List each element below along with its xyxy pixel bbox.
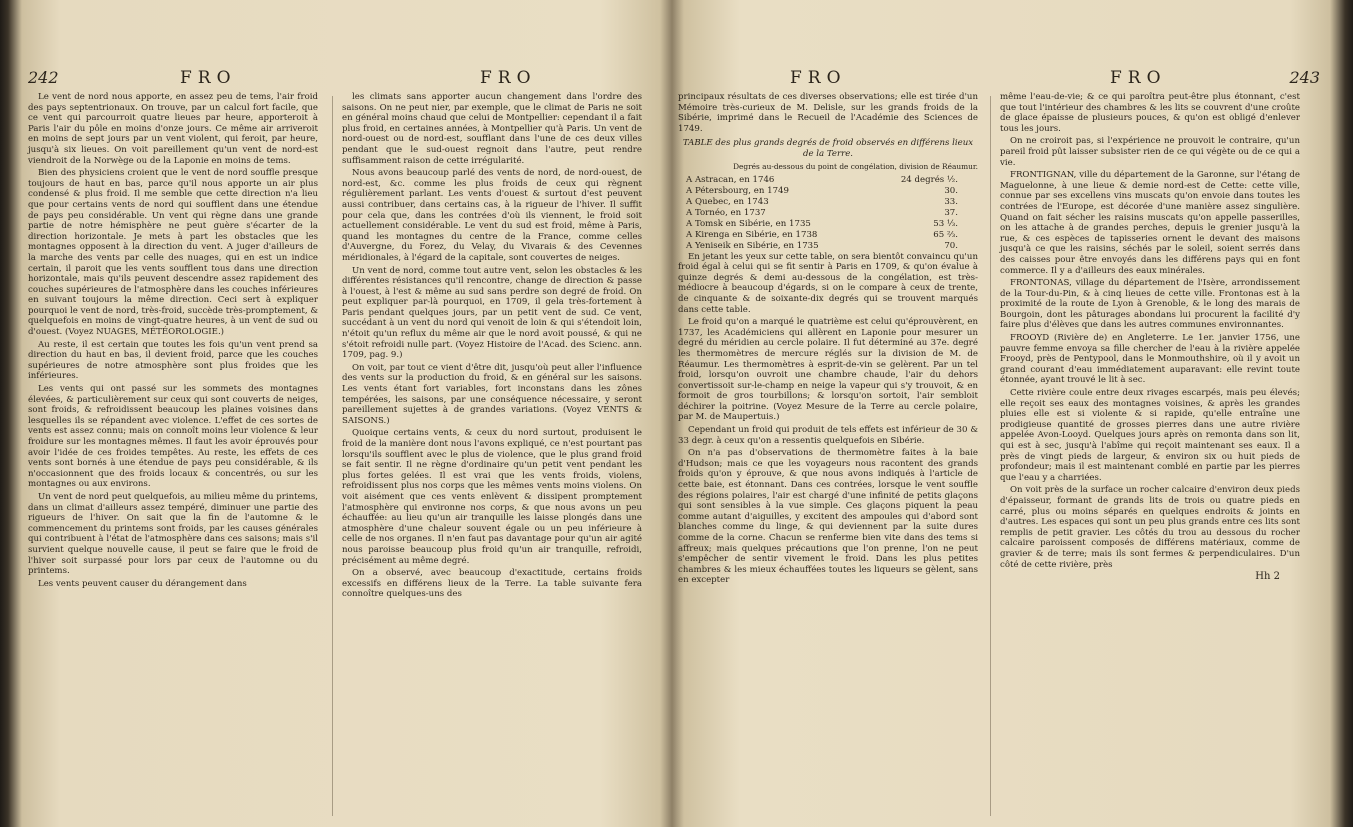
table-cell-place: A Quebec, en 1743 <box>686 196 769 207</box>
table-cell-value: 37. <box>944 207 958 218</box>
running-head-right-col2: FRO <box>1110 68 1167 88</box>
signature-mark: Hh 2 <box>1255 571 1280 583</box>
paragraph: Bien des physiciens croient que le vent de nord souffle presque toujours de haut en bas, parce qu'il nous apporte un air plus condensé & plus froid. Il me semble que cette direction n'a lieu que pour certains vents de nord qui soufflent dans une étendue de pays peu considérable. Un vent qui règne dans une grande partie de notre hémisphère ne peut guère s'écarter de la direction horizontale. Je mets à part les obstacles que les montagnes opposent à la direction du vent. A juger d'ailleurs de la marche des vents par celle des nuages, qui en est un indice certain, il paroit que les vents soufflent tous dans une direction horizontale, mais qu'ils peuvent descendre assez rapidement des couches supérieures de l'atmosphère dans les couches inférieures en suivant toujours la même direction. Ceci sert à expliquer pourquoi le vent de nord, très-froid, succède très-promptement, & quelquefois en moins de vingt-quatre heures, à un vent de sud ou d'ouest. (Voyez NUAGES, MÉTÉOROLOGIE.) <box>28 168 318 338</box>
paragraph: Les vents peuvent causer du dérangement dans <box>38 578 247 589</box>
table-cell-value: 24 degrés ½. <box>900 174 958 185</box>
frost-table <box>678 175 978 252</box>
running-head-left-col1: FRO <box>180 68 237 88</box>
table-title: TABLE des plus grands degrés de froid observés en différens lieux de la Terre. <box>682 138 974 159</box>
table-cell-place: A Tomsk en Sibérie, en 1735 <box>686 218 811 229</box>
column-divider <box>990 96 991 816</box>
paragraph: Le froid qu'on a marqué le quatrième est celui qu'éprouvèrent, en 1737, les Académiciens qui allèrent en Laponie pour mesurer un degré du méridien au cercle polaire. Il fut déterminé au 37e. degré les thermomètres de mercure réglés sur la division de M. de Réaumur. Les thermomètres à esprit-de-vin se gelèrent. Par un tel froid, lorsqu'on ouvroit une chambre chaude, l'air du dehors convertissoit sur-le-champ en neige la vapeur qui s'y trouvoit, & en formoit de gros tourbillons; & lorsqu'on sortoit, l'air sembloit déchirer la poitrine. (Voyez Mesure de la Terre au cercle polaire, par M. de Maupertuis.) <box>678 317 978 423</box>
table-cell-place: A Yeniseik en Sibérie, en 1735 <box>686 240 819 251</box>
running-head-right-col1: FRO <box>790 68 847 88</box>
paragraph: Quoique certains vents, & ceux du nord surtout, produisent le froid de la manière dont nous l'avons expliqué, ce n'est pourtant pas lorsqu'ils soufflent avec le plus de violence, que le plus grand froid se fait sentir. Il ne règne d'ordinaire qu'un petit vent pendant les plus fortes gelées. Il est vrai que les vents froids, violens, refroidissent plus nos corps que les mêmes vents moins violens. On voit aisément que ces vents enlèvent & dissipent promptement l'atmosphère qui environne nos corps, & que nous avons un peu échauffée: au lieu qu'un air tranquille les laisse plongés dans une atmosphère d'une chaleur souvent égale ou un peu inférieure à celle de nos organes. Il n'en faut pas davantage pour qu'un air agité nous paroisse beaucoup plus froid qu'un air tranquille, refroidi, précisément au même degré. <box>342 428 642 566</box>
paragraph: On voit près de la surface un rocher calcaire d'environ deux pieds d'épaisseur, formant de grands lits de trois ou quatre pieds en carré, plus ou moins séparés en quelques endroits & joints en d'autres. Les espaces qui sont un peu plus grands entre ces lits sont remplis de petit gravier. Les côtés du trou au dessous du rocher calcaire paroissent composés de différens matériaux, comme de gravier & de terre; mais ils sont fermes & perpendiculaires. D'un côté de cette rivière, près <box>1000 485 1300 570</box>
paragraph: On ne croiroit pas, si l'expérience ne prouvoit le contraire, qu'un pareil froid pût laisser subsister rien de ce qui végète ou de ce qui a vie. <box>1000 136 1300 168</box>
table-row <box>678 197 978 208</box>
paragraph: Au reste, il est certain que toutes les fois qu'un vent prend sa direction du haut en bas, il devient froid, parce que les couches supérieures de notre atmosphère sont plus froides que les inférieures. <box>28 339 318 382</box>
table-cell-value: 53 ⅓. <box>933 218 958 229</box>
paragraph: On a observé, avec beaucoup d'exactitude, certains froids excessifs en différens lieux de la Terre. La table suivante fera connoître quelques-uns des <box>342 568 642 600</box>
running-head-right <box>690 68 1330 90</box>
right-column-1 <box>678 92 978 822</box>
paragraph: En jetant les yeux sur cette table, on sera bientôt convaincu qu'un froid égal à celui qui se fit sentir à Paris en 1709, & qu'on évalue à quinze degrés & demi au-dessous de la congélation, est très-médiocre à beaucoup d'égards, si on le compare à ceux de trente, de cinquante & de soixante-dix degrés qui se trouvent marqués dans cette table. <box>678 251 978 315</box>
table-row <box>678 219 978 230</box>
page-number-left: 242 <box>28 68 59 87</box>
paragraph: Le vent de nord nous apporte, en assez peu de tems, l'air froid des pays septentrionaux. On trouve, par un calcul fort facile, que ce vent qui parcourroit quatre lieues par heure, apporteroit à Paris l'air du pôle en moins d'onze jours. Ce même air arriveroit en moins de sept jours par un vent violent, qui feroit, par heure, jusqu'à six lieues. On voit pareillement qu'un vent de nord-est viendroit de la Norwège ou de la Laponie en moins de tems. <box>28 92 318 166</box>
table-cell-place: A Tornéo, en 1737 <box>686 207 766 218</box>
table-cell-value: 70. <box>944 240 958 251</box>
paragraph: Un vent de nord, comme tout autre vent, selon les obstacles & les différentes résistances qu'il rencontre, change de direction & passe à l'ouest, à l'est & même au sud sans perdre son degré de froid. On peut expliquer par-là pourquoi, en 1709, il gela très-fortement à Paris pendant quelques jours, par un petit vent de sud. Ce vent, succédant à un vent du nord qui venoit de loin & qui s'étendoit loin, n'étoit qu'un reflux du même air que le nord avoit poussé, & qui ne s'étoit refroidi nulle part. (Voyez Histoire de l'Acad. des Scienc. ann. 1709, pag. 9.) <box>342 265 642 361</box>
paragraph: On n'a pas d'observations de thermomètre faites à la baie d'Hudson; mais ce que les voyageurs nous racontent des grands froids qu'on y éprouve, & que nous avons indiqués à l'article de cette baie, est étonnant. Dans ces contrées, lorsque le vent souffle des régions polaires, l'air est chargé d'une infinité de petits glaçons qui sont sensibles à la vue simple. Ces glaçons piquent la peau comme autant d'aiguilles, y excitent des ampoules qui d'abord sont blanches comme du linge, & qui deviennent par la suite dures comme de la corne. Chacun se renferme bien vite dans des tems si affreux; mais quelques précautions que l'on prenne, l'on ne peut s'empêcher de sentir vivement le froid. Dans les plus petites chambres & les mieux échauffées toutes les liqueurs se gèlent, sans en excepter <box>678 448 978 586</box>
table-row <box>678 186 978 197</box>
table-cell-place: A Pétersbourg, en 1749 <box>686 185 789 196</box>
paragraph: FRONTONAS, village du département de l'Isère, arrondissement de la Tour-du-Pin, & à cinq lieues de cette ville. Frontonas est à la proximité de la route de Lyon à Grenoble, & le long des marais de Bourgoin, dont les pâturages abondans lui procurent la facilité d'y faire plus d'élèves que dans les autres communes environnantes. <box>1000 278 1300 331</box>
left-column-2 <box>342 92 642 822</box>
running-head-left <box>20 68 665 90</box>
running-head-left-col2: FRO <box>480 68 537 88</box>
paragraph: Les vents qui ont passé sur les sommets des montagnes élevées, & particulièrement sur ceux qui sont couverts de neiges, sont froids, & refroidissent beaucoup les plaines voisines dans lesquelles ils se répandent avec violence. L'effet de ces sortes de vents est assez connu; mais on connoît moins leur violence & leur froidure sur les montagnes mêmes. Il faut les avoir éprouvés pour avoir l'idée de ces froides tempêtes. Au reste, les effets de ces vents sont bornés à une étendue de pays peu considérable, & ils n'occasionnent que des froids locaux & concentrés, ou sur les montagnes ou aux environs. <box>28 384 318 490</box>
paragraph: les climats sans apporter aucun changement dans l'ordre des saisons. On ne peut nier, par exemple, que le climat de Paris ne soit en général moins chaud que celui de Montpellier: cependant il a fait plus froid, en certaines années, à Montpellier qu'à Paris. Un vent de nord-ouest ou de nord-est, soufflant dans l'une de ces deux villes pendant que le sud-ouest regnoit dans l'autre, peut rendre suffisamment raison de cette irrégularité. <box>342 92 642 166</box>
paragraph: Un vent de nord peut quelquefois, au milieu même du printems, dans un climat d'ailleurs assez tempéré, diminuer une partie des rigueurs de l'hiver. On sait que la fin de l'automne & le commencement du printems sont froids, par les causes générales qui contribuent à l'état de l'atmosphère dans ces saisons; mais s'il survient quelque nouvelle cause, il peut se faire que le froid de l'hiver soit surpassé pour lors par ceux de l'automne ou du printems. <box>28 491 318 577</box>
page-number-right: 243 <box>1289 68 1320 87</box>
table-cell-value: 65 ⅔. <box>933 229 958 240</box>
paragraph: Cependant un froid qui produit de tels effets est inférieur de 30 & 33 degr. à ceux qu'on a ressentis quelquefois en Sibérie. <box>678 425 978 446</box>
table-header: Degrés au-dessous du point de congélation, division de Réaumur. <box>733 161 978 171</box>
table-cell-value: 30. <box>944 185 958 196</box>
table-row <box>678 230 978 241</box>
paragraph: On voit, par tout ce vient d'être dit, jusqu'où peut aller l'influence des vents sur la production du froid, & en général sur les saisons. Les vents étant fort variables, fort inconstans dans les zônes tempérées, les saisons, par une conséquence nécessaire, y seront pareillement sujettes à de grandes variations. (Voyez VENTS & SAISONS.) <box>342 362 642 426</box>
column-divider <box>332 96 333 816</box>
paragraph: principaux résultats de ces diverses observations; elle est tirée d'un Mémoire très-curieux de M. Delisle, sur les grands froids de la Sibérie, imprimé dans le Recueil de l'Académie des Sciences de 1749. <box>678 92 978 134</box>
table-cell-value: 33. <box>944 196 958 207</box>
paragraph: FROOYD (Rivière de) en Angleterre. Le 1er. janvier 1756, une pauvre femme envoya sa fille chercher de l'eau à la rivière appelée Frooyd, près de Pentypool, dans le Monmouthshire, où il y avoit un grand courant d'eau immédiatement auparavant: elle revint toute étonnée, ayant trouvé le lit à sec. <box>1000 333 1300 386</box>
table-row <box>678 208 978 219</box>
paragraph: Cette rivière coule entre deux rivages escarpés, mais peu élevés; elle reçoit ses eaux des montagnes voisines, & après les grandes pluies elle est si violente & si rapide, qu'elle entraîne une prodigieuse quantité de grosses pierres dans une autre rivière appelée Avon-Looyd. Quelques jours après on remonta dans son lit, qui est à sec, jusqu'à l'abîme qui reçoit maintenant ses eaux. Il a près de vingt pieds de largeur, & environ six ou huit pieds de profondeur; mais il est maintenant comblé en partie par les pierres que l'eau y a charriées. <box>1000 388 1300 483</box>
left-page <box>20 0 665 827</box>
table-row <box>678 241 978 252</box>
table-cell-place: A Kirenga en Sibérie, en 1738 <box>686 229 818 240</box>
paragraph: FRONTIGNAN, ville du département de la Garonne, sur l'étang de Maguelonne, à une lieue & demie nord-est de Cette: cette ville, connue par ses excellens vins muscats qu'on envoie dans toutes les contrées de l'Europe, est décorée d'une manière assez singulière. Quand on fait sécher les raisins muscats qu'on appelle passerilles, on les attache à de grandes perches, depuis le grenier jusqu'à la rue, & ces espèces de tapisseries ornent le devant des maisons jusqu'à ce que les raisins, séchés par le soleil, soient serrés dans des caisses pour être envoyés dans les différens pays qui en font commerce. Il y a d'ailleurs des eaux minérales. <box>1000 170 1300 276</box>
table-row <box>678 175 978 186</box>
right-page <box>678 0 1330 827</box>
paragraph: Nous avons beaucoup parlé des vents de nord, de nord-ouest, de nord-est, &c. comme les plus froids de ceux qui règnent régulièrement parlant. Les vents d'ouest & surtout d'est peuvent aussi contribuer, dans certains cas, à la rigueur de l'hiver. Il suffit pour cela que, dans les contrées d'où ils viennent, le froid soit actuellement considérable. Le vent du sud est froid, même à Paris, quand les montagnes du centre de la France, comme celles d'Auvergne, du Forez, du Velay, du Vivarais & des Cevennes méridionales, à l'égard de la capitale, sont couvertes de neiges. <box>342 168 642 263</box>
table-cell-place: A Astracan, en 1746 <box>686 174 775 185</box>
right-column-2 <box>1000 92 1300 822</box>
left-column-1 <box>28 92 318 822</box>
paragraph: même l'eau-de-vie; & ce qui paroîtra peut-être plus étonnant, c'est que tout l'intérieur des chambres & les lits se couvrent d'une croûte de glace épaisse de plusieurs pouces, & qu'on est obligé d'enlever tous les jours. <box>1000 92 1300 134</box>
